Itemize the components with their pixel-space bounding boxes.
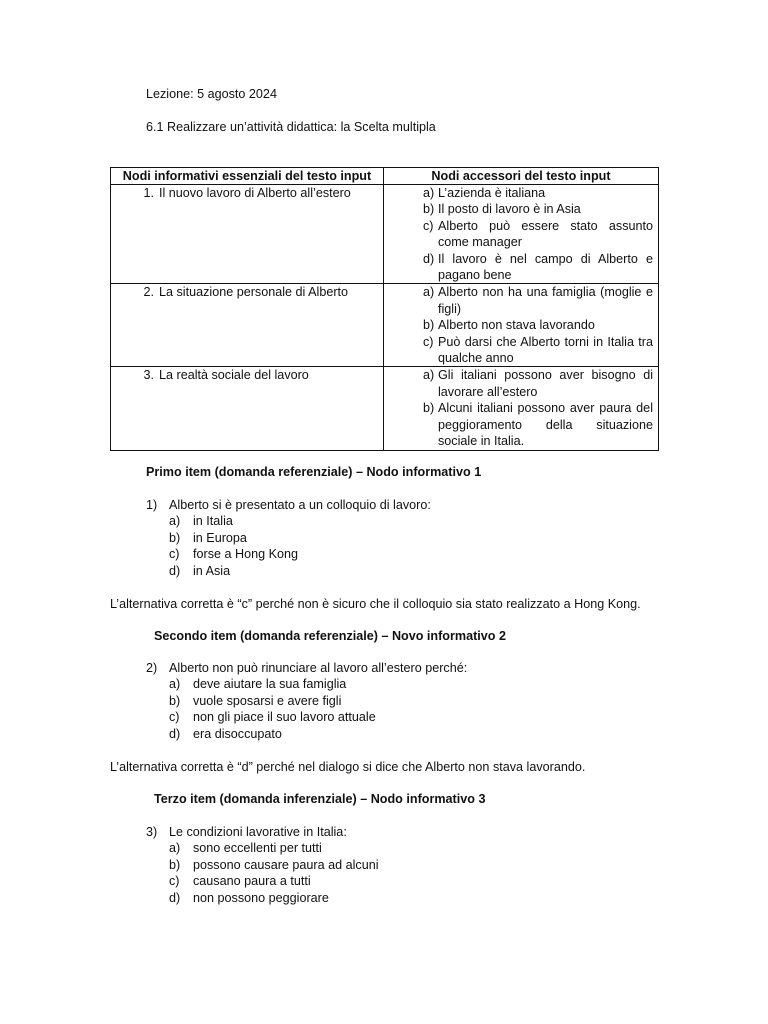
answer-option bbox=[169, 857, 379, 873]
list-marker: a) bbox=[423, 186, 435, 200]
answer-option bbox=[169, 546, 431, 562]
list-text: Alberto non ha una famiglia (moglie e figli) bbox=[438, 285, 653, 316]
option-text: deve aiutare la sua famiglia bbox=[193, 677, 347, 692]
accessory-nodes-cell bbox=[384, 185, 659, 284]
essential-nodes-header: Nodi informativi essenziali del testo input bbox=[111, 168, 384, 185]
option-text: in Asia bbox=[193, 563, 231, 578]
option-marker: d) bbox=[169, 890, 181, 905]
list-text: L’azienda è italiana bbox=[438, 186, 546, 200]
option-marker: d) bbox=[169, 563, 181, 578]
list-item bbox=[384, 284, 653, 317]
list-text: Alcuni italiani possono aver paura del peggioramento della situazione sociale in Italia. bbox=[438, 401, 653, 449]
list-marker: b) bbox=[423, 202, 435, 217]
nodes-table bbox=[110, 167, 659, 451]
question-number: 2) bbox=[146, 661, 158, 675]
list-item bbox=[384, 400, 653, 449]
list-marker: c) bbox=[423, 218, 434, 233]
list-item bbox=[384, 334, 653, 367]
question-text: Alberto non può rinunciare al lavoro all’estero perché: bbox=[169, 661, 468, 675]
answer-explanation: L’alternativa corretta è “c” perché non è sicuro che il colloquio sia stato realizzato a Hong Kong. bbox=[110, 597, 641, 611]
option-text: era disoccupato bbox=[193, 726, 282, 741]
option-text: forse a Hong Kong bbox=[193, 547, 299, 562]
answer-option bbox=[169, 530, 431, 546]
option-text: in Europa bbox=[193, 530, 247, 545]
essential-node-cell bbox=[111, 367, 384, 450]
question-text: Le condizioni lavorative in Italia: bbox=[169, 825, 347, 839]
question-number: 3) bbox=[146, 825, 158, 839]
answer-option bbox=[169, 513, 431, 529]
essential-node-number: 2. bbox=[143, 285, 154, 300]
table-row bbox=[111, 367, 659, 450]
table-row bbox=[111, 284, 659, 367]
question-block bbox=[146, 497, 431, 579]
list-marker: b) bbox=[423, 318, 435, 333]
essential-node-text: Il nuovo lavoro di Alberto all’estero bbox=[159, 186, 351, 200]
table-header-row bbox=[111, 168, 659, 185]
essential-node-number: 3. bbox=[143, 368, 154, 383]
list-item bbox=[384, 201, 653, 217]
option-text: causano paura a tutti bbox=[193, 874, 311, 889]
option-text: possono causare paura ad alcuni bbox=[193, 857, 379, 872]
list-text: Il posto di lavoro è in Asia bbox=[438, 202, 581, 217]
answer-explanation: L’alternativa corretta è “d” perché nel dialogo si dice che Alberto non stava lavorando. bbox=[110, 760, 586, 774]
list-text: Alberto può essere stato assunto come manager bbox=[438, 218, 653, 250]
option-text: vuole sposarsi e avere figli bbox=[193, 693, 342, 708]
answer-option bbox=[169, 693, 467, 709]
option-text: non possono peggiorare bbox=[193, 890, 329, 905]
list-text: Il lavoro è nel campo di Alberto e pagano bene bbox=[438, 251, 653, 283]
accessory-nodes-header: Nodi accessori del testo input bbox=[384, 168, 659, 185]
answer-option bbox=[169, 676, 467, 692]
list-marker: d) bbox=[423, 251, 435, 266]
list-marker: b) bbox=[423, 401, 435, 416]
option-marker: a) bbox=[169, 841, 181, 856]
option-marker: c) bbox=[169, 710, 180, 725]
option-marker: a) bbox=[169, 677, 181, 692]
accessory-nodes-cell bbox=[384, 284, 659, 367]
answer-option bbox=[169, 840, 379, 856]
question-block bbox=[146, 824, 379, 906]
option-marker: b) bbox=[169, 857, 181, 872]
answer-option bbox=[169, 563, 431, 579]
essential-node-cell bbox=[111, 185, 384, 284]
option-text: in Italia bbox=[193, 514, 233, 529]
list-item bbox=[384, 218, 653, 251]
list-marker: a) bbox=[423, 285, 435, 300]
item-heading: Primo item (domanda referenziale) – Nodo informativo 1 bbox=[146, 465, 482, 479]
list-text: Può darsi che Alberto torni in Italia tra qualche anno bbox=[438, 334, 653, 366]
essential-node-cell bbox=[111, 284, 384, 367]
answer-option bbox=[169, 873, 379, 889]
list-item bbox=[384, 251, 653, 284]
question-text: Alberto si è presentato a un colloquio di lavoro: bbox=[169, 498, 431, 512]
list-marker: c) bbox=[423, 334, 434, 349]
accessory-nodes-cell bbox=[384, 367, 659, 450]
option-text: sono eccellenti per tutti bbox=[193, 841, 322, 856]
list-text: Gli italiani possono aver bisogno di lavorare all’estero bbox=[438, 368, 653, 399]
option-marker: b) bbox=[169, 530, 181, 545]
option-marker: a) bbox=[169, 514, 181, 529]
question-number: 1) bbox=[146, 498, 158, 512]
answer-option bbox=[169, 726, 467, 742]
option-text: non gli piace il suo lavoro attuale bbox=[193, 710, 376, 725]
option-marker: b) bbox=[169, 693, 181, 708]
option-marker: c) bbox=[169, 874, 180, 889]
essential-node-number: 1. bbox=[143, 186, 154, 200]
answer-option bbox=[169, 709, 467, 725]
section-title: 6.1 Realizzare un’attività didattica: la Scelta multipla bbox=[146, 120, 436, 134]
list-item bbox=[384, 317, 653, 333]
list-item bbox=[384, 185, 653, 201]
item-heading: Secondo item (domanda referenziale) – Novo informativo 2 bbox=[154, 629, 506, 643]
lesson-date: Lezione: 5 agosto 2024 bbox=[146, 87, 277, 101]
item-heading: Terzo item (domanda inferenziale) – Nodo informativo 3 bbox=[154, 792, 486, 806]
question-block bbox=[146, 660, 467, 742]
list-text: Alberto non stava lavorando bbox=[438, 318, 595, 333]
essential-node-text: La realtà sociale del lavoro bbox=[159, 368, 309, 383]
option-marker: d) bbox=[169, 726, 181, 741]
list-marker: a) bbox=[423, 368, 435, 383]
option-marker: c) bbox=[169, 547, 180, 562]
essential-node-text: La situazione personale di Alberto bbox=[159, 285, 349, 300]
answer-option bbox=[169, 890, 379, 906]
table-row bbox=[111, 185, 659, 284]
list-item bbox=[384, 367, 653, 400]
